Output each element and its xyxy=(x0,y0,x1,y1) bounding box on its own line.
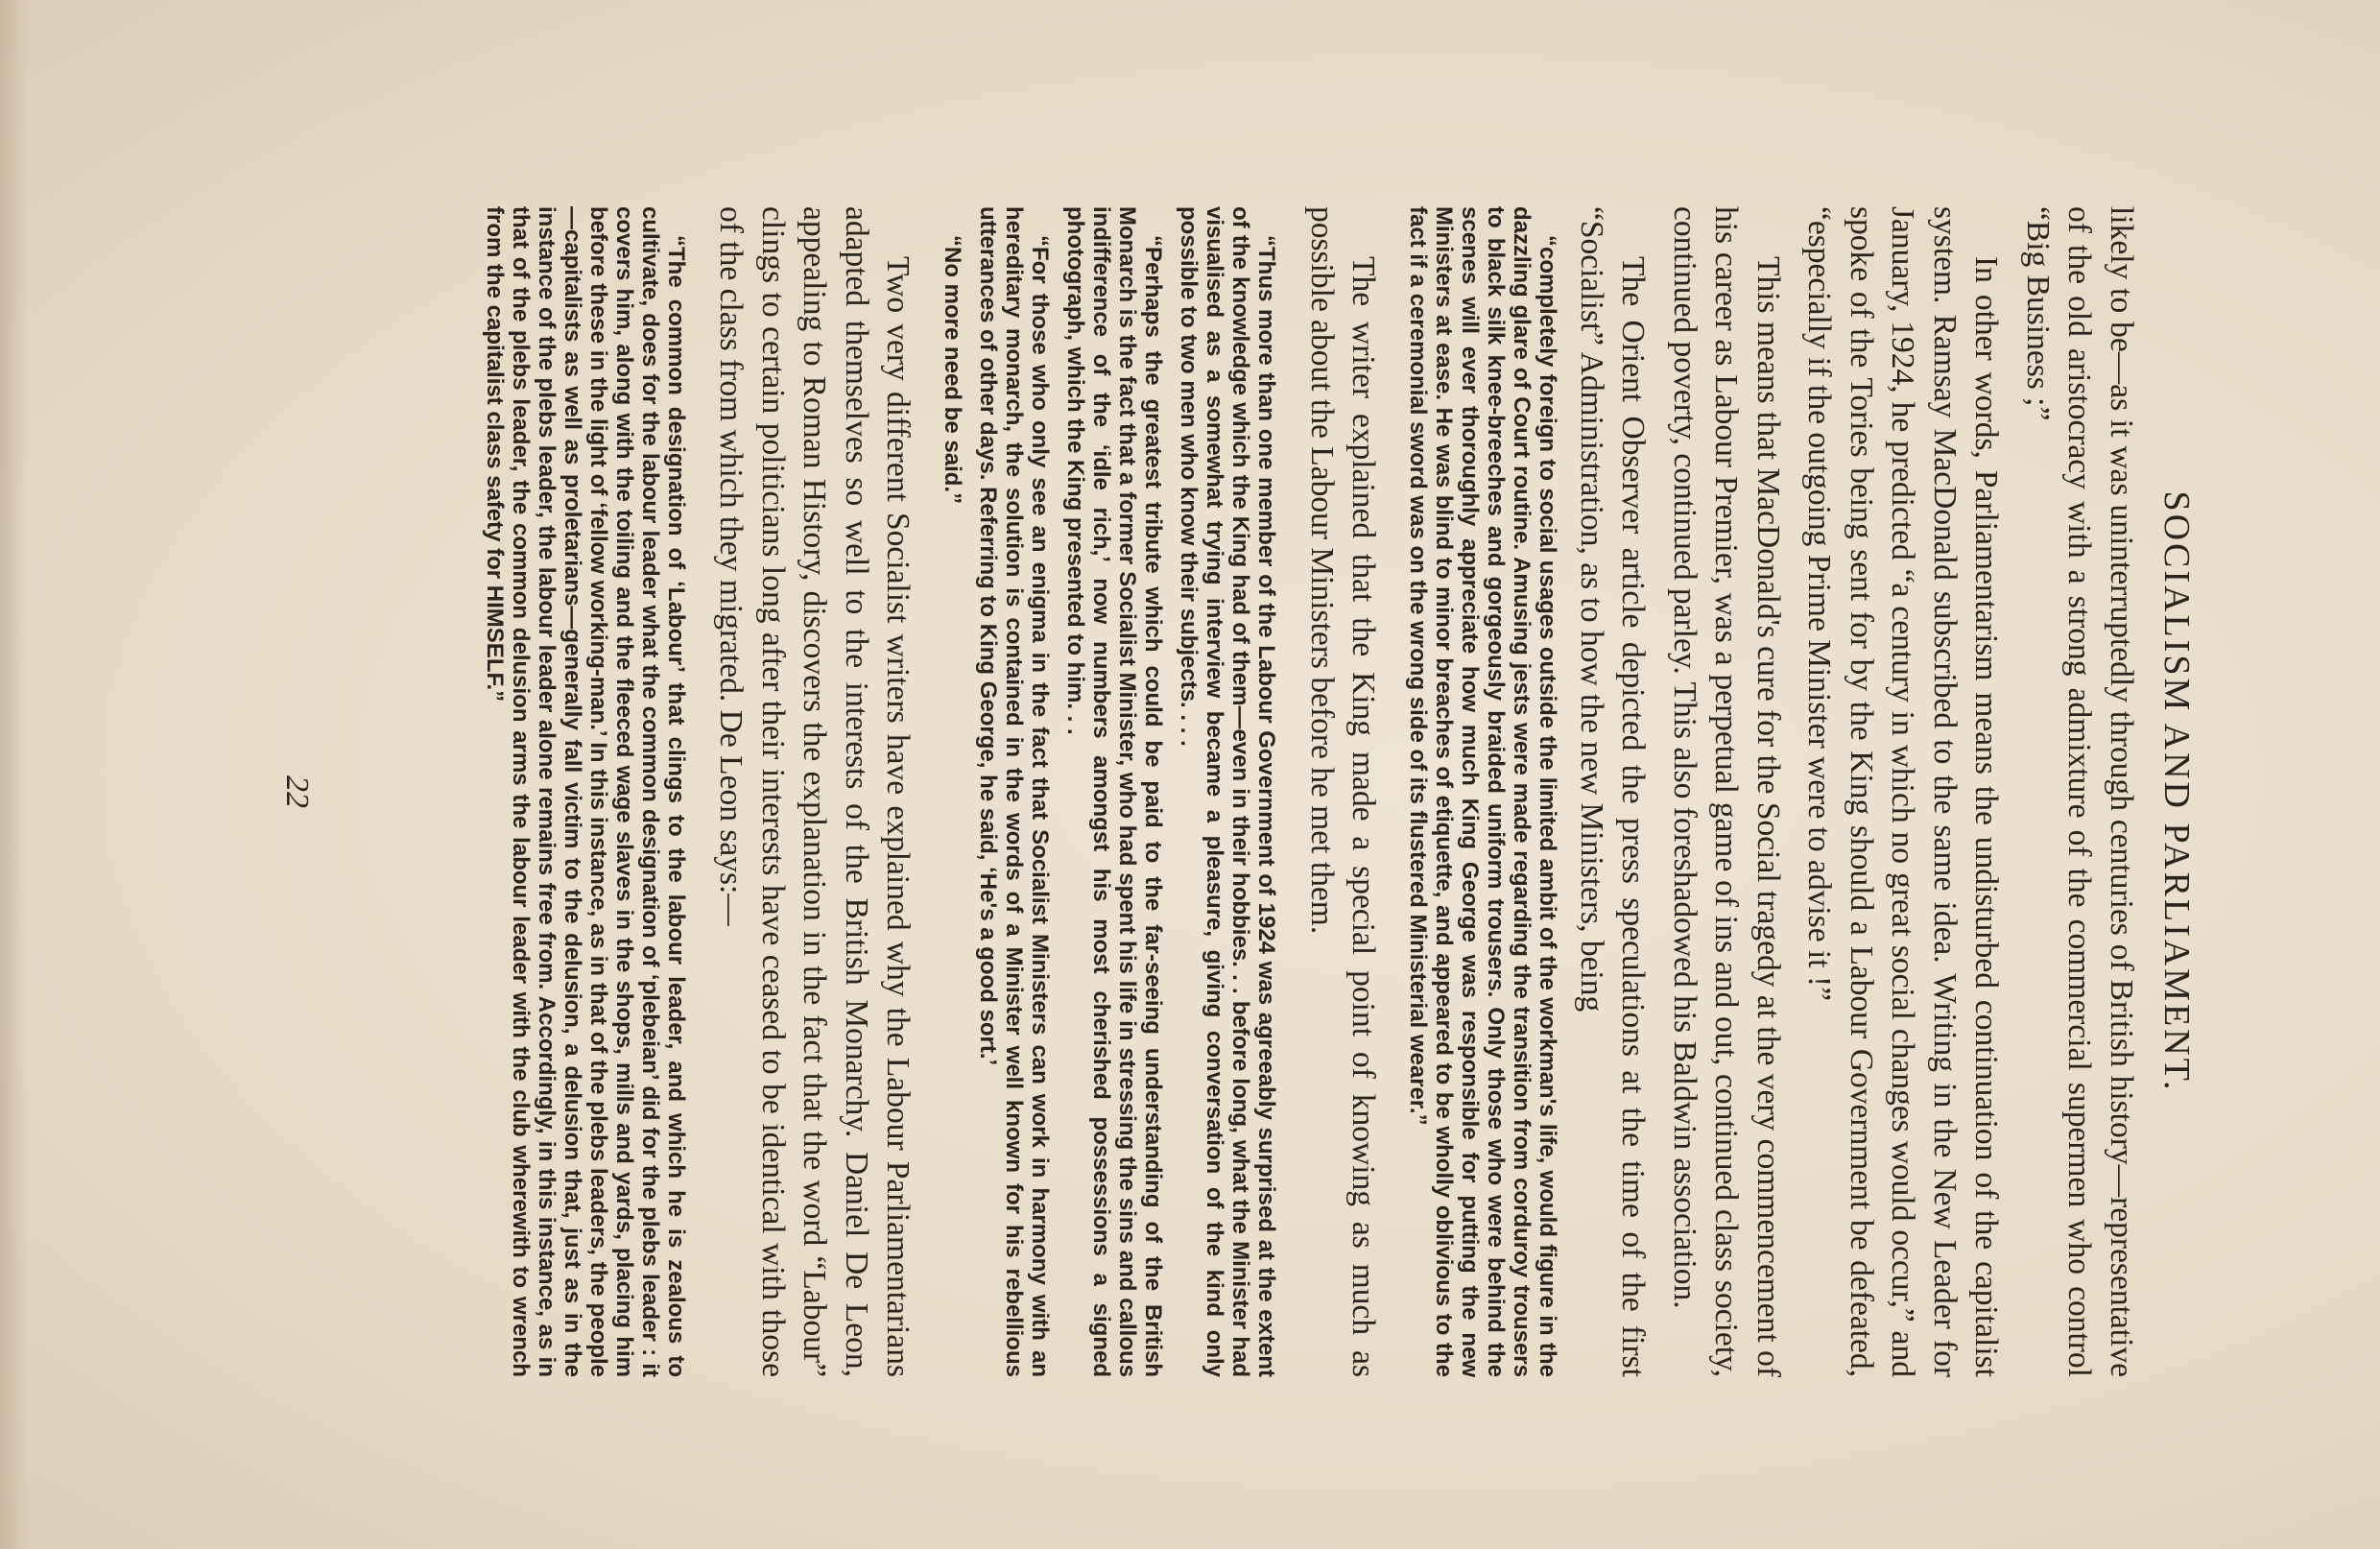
paragraph-king-knowledge: The writer explained that the King made a special point of knowing as much as possible about the Labour Ministers before he met them. xyxy=(1304,206,1382,1377)
quote-court-routine: “completely foreign to social usages outside the limited ambit of the workman's life, would figure in the dazzling glare of Court routine. Amusing jests were made regarding the transition from corduroy trousers to black silk knee-breeches and gorgeously braided uniform trousers. Only those who were behind the scenes will ever thoroughly appreciate how much King George was responsible for putting the new Ministers at ease. He was blind to minor breaches of etiquette, and appeared to be wholly oblivious to the fact if a ceremonial sword was on the wrong side of its flustered Ministerial wearer.” xyxy=(1405,206,1561,1377)
running-head: SOCIALISM AND PARLIAMENT. xyxy=(2156,490,2197,1093)
rotated-page-content xyxy=(182,206,2198,1377)
quote-greatest-tribute: “Perhaps the greatest tribute which could be paid to the far-seeing understanding of the British Monarch is the fact that a former Socialist Minister, who had spent his life in stressing the sins and callous indifference of the ‘idle rich,’ now numbers amongst his most cherished possessions a signed photograph, which the King presented to him. . . xyxy=(1062,206,1167,1377)
paragraph-continuation: likely to be—as it was uninterruptedly through centuries of British history—representative of the old aristocracy with a strong admixture of the commercial supermen who control “Big Business ;” xyxy=(2020,206,2139,1377)
text-column xyxy=(482,206,2142,1377)
page-gutter-shadow xyxy=(0,0,29,1549)
quote-agreeably-surprised: “Thus more than one member of the Labour Government of 1924 was agreeably surprised at the extent of the knowledge which the King had of them—even in their hobbies. . . before long, what the Minister had visualised as a somewhat trying interview became a pleasure, giving conversation of the kind only possible to two men who know their subjects. . . . xyxy=(1176,206,1280,1377)
quote-no-more: “No more need be said.” xyxy=(940,235,966,505)
paragraph-two-writers: Two very different Socialist writers have explained why the Labour Parliamentarians adapted themselves so well to the interests of the British Monarchy. Daniel De Leon, appealing to Roman History, discovers the explanation in the fact that the word “Labour” clings to certain politicians long after their interests have ceased to be identical with those of the class from which they migrated. De Leon says:— xyxy=(713,206,916,1377)
page-footer xyxy=(278,206,345,1377)
paragraph-orient-observer: The Orient Observer article depicted the press speculations at the time of the first “Socialist” Administration, as to how the new Ministers, being xyxy=(1574,206,1652,1377)
quote-de-leon: “The common designation of ‘Labour’ that clings to the labour leader, and which he is zealous to cultivate, does for the labour leader what the common designation of ‘plebeian’ did for the plebs leader : it covers him, along with the toiling and the fleeced wage slaves in the shops, mills and yards, placing him before these in the light of ‘fellow working-man.’ In this instance, as in that of the plebs leaders, the people—capitalists as well as proletarians—generally fall victim to the delusion, a delusion that, just as in the instance of the plebs leader, the labour leader alone remains free from. Accordingly, in this instance, as in that of the plebs leader, the common delusion arms the labour leader with the club wherewith to wrench from the capitalist class safety for HIMSELF.” xyxy=(482,206,689,1377)
quote-enigma: “For those who only see an enigma in the fact that Socialist Ministers can work in harmony with an hereditary monarch, the solution is contained in the words of a Minister well known for his rebellious utterances of other days. Referring to King George, he said, ‘He's a good sort.’ xyxy=(975,206,1054,1377)
page-number: 22 xyxy=(279,775,315,808)
paragraph-macdonald-cure: This means that MacDonald's cure for the Social tragedy at the very commencement of his career as Labour Premier, was a perpetual game of ins and out, continued class society, continued poverty, continued parley. This also foreshadowed his Baldwin association. xyxy=(1667,206,1786,1377)
paragraph-parliamentarism: In other words, Parliamentarism means the undisturbed continuation of the capitalist system. Ramsay MacDonald subscribed to the same idea. Writing in the New Leader for January, 1924, he predicted “a century in which no great social changes would occur,” and spoke of the Tories being sent for by the King should a Labour Government be defeated, “especially if the outgoing Prime Minister were to advise it !” xyxy=(1801,206,2005,1377)
